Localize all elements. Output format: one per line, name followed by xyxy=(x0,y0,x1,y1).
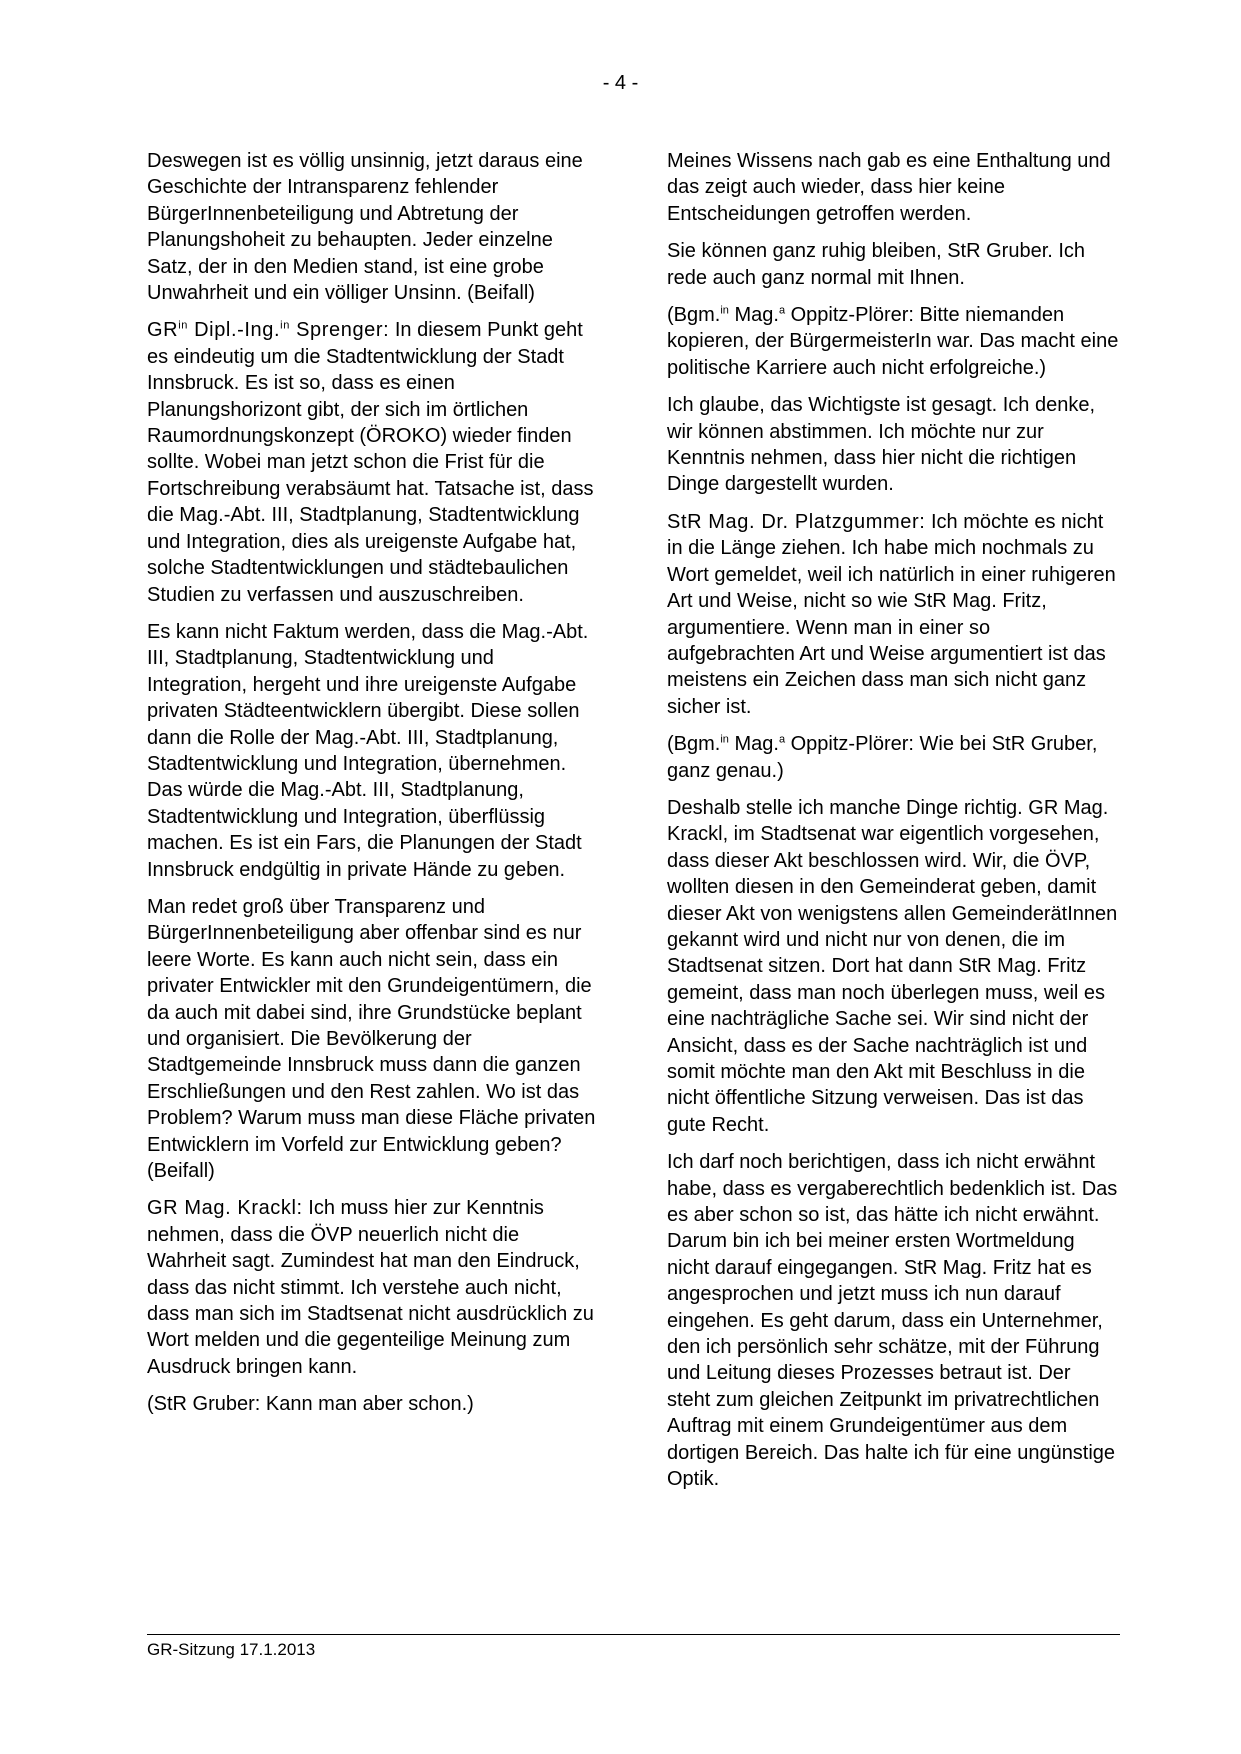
superscript: a xyxy=(778,304,786,317)
interjection-text: Oppitz-Plörer: Wie bei StR Gruber, ganz genau.) xyxy=(667,733,1098,782)
paragraph: Deshalb stelle ich manche Dinge richtig. GR Mag. Krackl, im Stadtsenat war eigentlich vorgesehen, dass dieser Akt beschlossen wird. Wir, die ÖVP, wollten diesen in den Gemeinderat geben, damit dieser Akt von wenigstens allen GemeinderätInnen gekannt wird und nicht nur von denen, die im Stadtsenat sitzen. Dort hat dann StR Mag. Fritz gemeint, dass man noch überlegen muss, weil es eine nachträgliche Sache sei. Wir sind nicht der Ansicht, dass es der Sache nachträglich ist und somit möchte man den Akt mit Beschluss in die nicht öffentliche Sitzung verweisen. Das ist das gute Recht. xyxy=(667,796,1118,1136)
interjection-open: (Bgm. xyxy=(667,733,721,756)
interjection-text: Oppitz-Plörer: Bitte niemanden kopieren, der BürgermeisterIn war. Das macht eine politische Karriere auch nicht erfolgreiche.) xyxy=(667,304,1119,379)
speaker-prefix: GR xyxy=(147,319,179,342)
speaker-name: StR Mag. Dr. Platzgummer: xyxy=(667,510,926,533)
speaker-title: Dipl.-Ing. xyxy=(187,319,281,342)
superscript: in xyxy=(178,319,188,332)
superscript: a xyxy=(778,733,786,746)
speaker-surname: Sprenger: xyxy=(289,319,390,342)
paragraph: Man redet groß über Transparenz und BürgerInnenbeteiligung aber offenbar sind es nur leere Worte. Es kann auch nicht sein, dass ein privater Entwickler mit den Grundeigentümern, die da auch mit dabei sind, ihre Grundstücke beplant und organisiert. Die Bevölkerung der Stadtgemeinde Innsbruck muss dann die ganzen Erschließungen und den Rest zahlen. Wo ist das Problem? Warum muss man diese Fläche privaten Entwicklern im Vorfeld zur Entwicklung geben? (Beifall) xyxy=(147,895,596,1183)
paragraph: Deswegen ist es völlig unsinnig, jetzt daraus eine Geschichte der Intransparenz fehlender BürgerInnenbeteiligung und Abtretung der Planungshoheit zu behaupten. Jeder einzelne Satz, der in den Medien stand, ist eine grobe Unwahrheit und ein völliger Unsinn. (Beifall) xyxy=(147,150,583,305)
paragraph: Ich darf noch berichtigen, dass ich nicht erwähnt habe, dass es vergaberechtlich bedenklich ist. Das es aber schon so ist, das hätte ich nicht erwähnt. Darum bin ich bei meiner ersten Wortmeldung nicht darauf eingegangen. StR Mag. Fritz hat es angesprochen und jetzt muss ich nun darauf eingehen. Es geht darum, dass ein Unternehmer, den ich persönlich sehr schätze, mit der Führung und Leitung dieses Prozesses betraut ist. Der steht zum gleichen Zeitpunkt im privatrechtlichen Auftrag mit einem Grundeigentümer aus dem dortigen Bereich. Das halte ich für eine ungünstige Optik. xyxy=(667,1151,1118,1491)
speech-text: In diesem Punkt geht es eindeutig um die Stadtentwicklung der Stadt Innsbruck. Es ist so, dass es einen Planungshorizont gibt, der sich im örtlichen Raumordnungskonzept (ÖROKO) wieder finden sollte. Wobei man jetzt schon die Frist für die Fortschreibung verabsäumt hat. Tatsache ist, dass die Mag.-Abt. III, Stadtplanung, Stadtentwicklung und Integration, dies als ureigenste Aufgabe hat, solche Stadtentwicklungen und städtebaulichen Studien zu verfassen und auszuschreiben. xyxy=(147,319,594,606)
interjection: (StR Gruber: Kann man aber schon.) xyxy=(147,1393,474,1416)
paragraph: Meines Wissens nach gab es eine Enthaltung und das zeigt auch wieder, dass hier keine Entscheidungen getroffen werden. xyxy=(667,150,1111,225)
speech-sprenger xyxy=(147,317,599,607)
footer-session-date: GR-Sitzung 17.1.2013 xyxy=(147,1640,316,1659)
superscript: in xyxy=(720,304,729,317)
speech-text: Ich möchte es nicht in die Länge ziehen. Ich habe mich nochmals zu Wort gemeldet, weil ich natürlich in einer ruhigeren Art und Weise, nicht so wie StR Mag. Fritz, argumentiere. Wenn man in einer so aufgebrachten Art und Weise argumentiert ist das meistens ein Zeichen dass man sich nicht ganz sicher ist. xyxy=(667,510,1116,718)
superscript: in xyxy=(720,733,729,746)
right-column xyxy=(667,148,1119,1504)
interjection xyxy=(667,302,1119,381)
speech-text: Ich muss hier zur Kenntnis nehmen, dass die ÖVP neuerlich nicht die Wahrheit sagt. Zumindest hat man den Eindruck, dass das nicht stimmt. Ich verstehe auch nicht, dass man sich im Stadtsenat nicht ausdrücklich zu Wort melden und die gegenteilige Meinung zum Ausdruck bringen kann. xyxy=(147,1197,594,1378)
paragraph: Ich glaube, das Wichtigste ist gesagt. Ich denke, wir können abstimmen. Ich möchte nur zur Kenntnis nehmen, dass hier nicht die richtigen Dinge dargestellt wurden. xyxy=(667,394,1096,496)
left-column xyxy=(147,148,599,1429)
page-number: - 4 - xyxy=(602,72,639,94)
paragraph: Sie können ganz ruhig bleiben, StR Gruber. Ich rede auch ganz normal mit Ihnen. xyxy=(667,240,1086,289)
paragraph: Es kann nicht Faktum werden, dass die Mag.-Abt. III, Stadtplanung, Stadtentwicklung und Integration, hergeht und ihre ureigenste Aufgabe privaten Städteentwicklern übergibt. Diese sollen dann die Rolle der Mag.-Abt. III, Stadtplanung, Stadtentwicklung und Integration, übernehmen. Das würde die Mag.-Abt. III, Stadtplanung, Stadtentwicklung und Integration, überflüssig machen. Es ist ein Fars, die Planungen der Stadt Innsbruck endgültig in private Hände zu geben. xyxy=(147,620,589,881)
speech-platzgummer xyxy=(667,509,1119,720)
interjection-title: Mag. xyxy=(728,733,779,756)
speaker-name: GR Mag. Krackl: xyxy=(147,1197,303,1220)
speech-krackl xyxy=(147,1195,599,1380)
superscript: in xyxy=(280,319,290,332)
interjection-title: Mag. xyxy=(728,304,779,327)
footer-divider xyxy=(147,1634,1120,1635)
interjection xyxy=(667,731,1119,784)
interjection-open: (Bgm. xyxy=(667,304,721,327)
speaker-name xyxy=(147,319,389,341)
